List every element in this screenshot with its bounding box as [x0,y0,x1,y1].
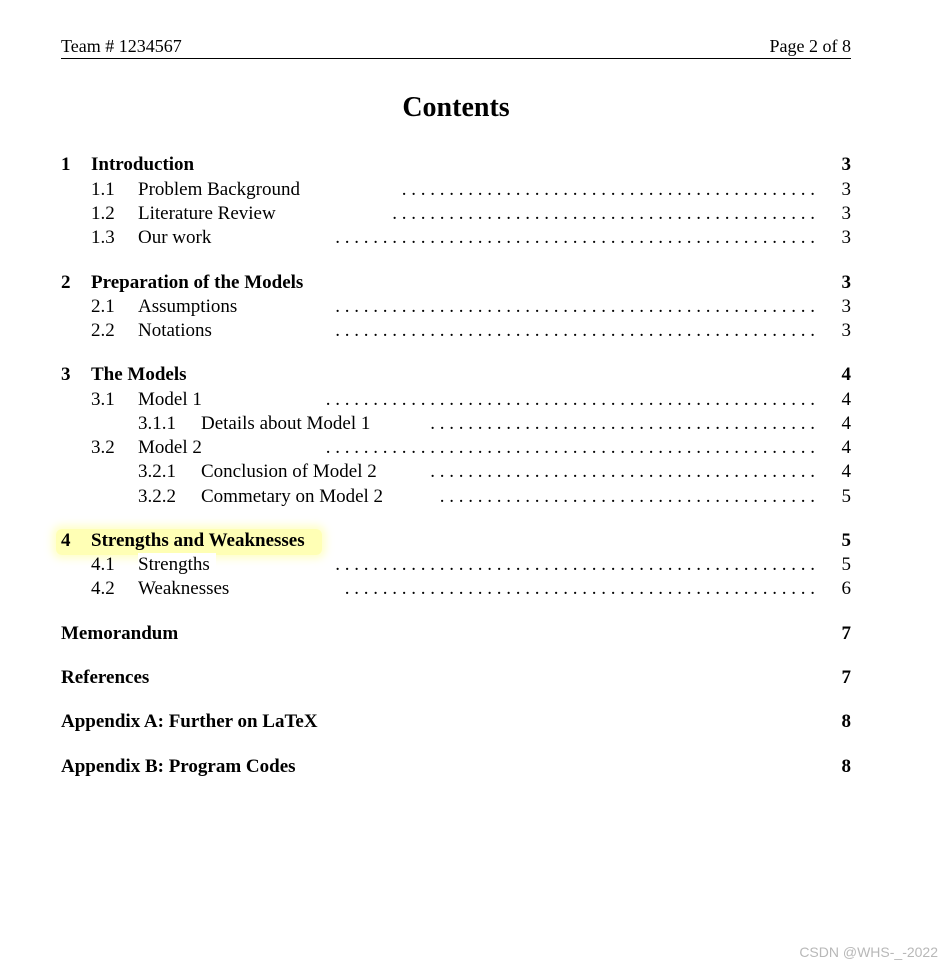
toc-page: 3 [841,203,851,224]
toc-label: Appendix A: Further on LaTeX [61,710,324,734]
toc-label: References [61,666,155,690]
toc-page: 7 [841,667,851,688]
toc-entry-commetary-model-2[interactable] [61,485,851,509]
toc-number: 4.1 [91,554,115,575]
toc-label: Assumptions [138,295,243,319]
toc-entry-references[interactable] [61,666,851,690]
dot-leader: . . . . . . . . . . . . . . . . . . . . . . . . . . . . . . . . . . . . . . . . . [430,413,815,434]
toc-entry-introduction[interactable] [61,153,851,177]
toc-label: Conclusion of Model 2 [201,460,383,484]
toc-number: 2.2 [91,320,115,341]
toc-label: Details about Model 1 [201,412,376,436]
toc-page: 5 [841,486,851,507]
toc-entry-strengths-weaknesses[interactable] [61,529,851,553]
toc-page: 3 [841,227,851,248]
toc-entry-literature-review[interactable] [61,202,851,226]
toc-page: 3 [841,296,851,317]
dot-leader: . . . . . . . . . . . . . . . . . . . . . . . . . . . . . . . . . . . . . . . . [439,486,815,507]
toc-label: Commetary on Model 2 [201,485,389,509]
toc-page: 4 [841,461,851,482]
toc-entry-weaknesses[interactable] [61,577,851,601]
toc-number: 3.1 [91,389,115,410]
toc-number: 4.2 [91,578,115,599]
toc-number: 1.3 [91,227,115,248]
toc-entry-strengths[interactable] [61,553,851,577]
toc-page: 3 [841,179,851,200]
dot-leader: . . . . . . . . . . . . . . . . . . . . . . . . . . . . . . . . . . . . . . . . . . . . . . . . . . . [335,227,815,248]
toc-page: 8 [841,711,851,732]
contents-title: Contents [402,92,510,123]
page-header [61,34,851,59]
toc-page: 3 [841,272,851,293]
toc-entry-assumptions[interactable] [61,295,851,319]
toc-label: The Models [91,363,193,387]
toc-entry-our-work[interactable] [61,226,851,250]
toc-label: Preparation of the Models [91,271,309,295]
dot-leader: . . . . . . . . . . . . . . . . . . . . . . . . . . . . . . . . . . . . . . . . . . . . . . . . . . . [335,554,815,575]
toc-label: Problem Background [138,178,306,202]
toc-entry-problem-background[interactable] [61,178,851,202]
toc-number: 3.2.1 [138,461,176,482]
toc-number: 3.1.1 [138,413,176,434]
team-number: Team # 1234567 [61,36,182,56]
toc-number: 3.2.2 [138,486,176,507]
dot-leader: . . . . . . . . . . . . . . . . . . . . . . . . . . . . . . . . . . . . . . . . . . . . . . . . . . . . [325,389,815,410]
toc-number: 3 [61,364,71,385]
toc-number: 2.1 [91,296,115,317]
toc-entry-notations[interactable] [61,319,851,343]
dot-leader: . . . . . . . . . . . . . . . . . . . . . . . . . . . . . . . . . . . . . . . . . . . . . [392,203,815,224]
toc-label: Introduction [91,153,200,177]
dot-leader: . . . . . . . . . . . . . . . . . . . . . . . . . . . . . . . . . . . . . . . . . [430,461,815,482]
toc-label: Model 2 [138,436,208,460]
toc-entry-model-2[interactable] [61,436,851,460]
toc-label: Strengths and Weaknesses [91,530,305,551]
watermark: CSDN @WHS-_-2022 [799,944,938,960]
toc-number: 2 [61,272,71,293]
toc-label: Strengths [138,553,216,577]
toc-page: 5 [841,554,851,575]
toc-number: 3.2 [91,437,115,458]
toc-label: Notations [138,319,218,343]
toc-page: 6 [841,578,851,599]
page-indicator: Page 2 of 8 [769,36,851,56]
dot-leader: . . . . . . . . . . . . . . . . . . . . . . . . . . . . . . . . . . . . . . . . . . . . . . . . . . [344,578,815,599]
toc-page: 4 [841,437,851,458]
dot-leader: . . . . . . . . . . . . . . . . . . . . . . . . . . . . . . . . . . . . . . . . . . . . . . . . . . . [335,296,815,317]
toc-page: 5 [841,530,851,551]
toc-entry-appendix-b[interactable] [61,755,851,779]
toc-label: Memorandum [61,622,184,646]
toc-entry-conclusion-model-2[interactable] [61,460,851,484]
toc-page: 7 [841,623,851,644]
toc-number: 4 [61,530,71,551]
toc-number: 1.2 [91,203,115,224]
toc-label: Weaknesses [138,577,235,601]
toc-entry-model-1[interactable] [61,388,851,412]
toc-entry-appendix-a[interactable] [61,710,851,734]
toc-number: 1.1 [91,179,115,200]
toc-entry-memorandum[interactable] [61,622,851,646]
toc-page: 8 [841,756,851,777]
toc-page: 3 [841,154,851,175]
toc-number: 1 [61,154,71,175]
toc-page: 4 [841,413,851,434]
toc-entry-preparation[interactable] [61,271,851,295]
toc-page: 3 [841,320,851,341]
toc-entry-the-models[interactable] [61,363,851,387]
toc-label: Our work [138,226,217,250]
toc-label: Literature Review [138,202,282,226]
toc-page: 4 [841,389,851,410]
dot-leader: . . . . . . . . . . . . . . . . . . . . . . . . . . . . . . . . . . . . . . . . . . . . . . . . . . . . [325,437,815,458]
dot-leader: . . . . . . . . . . . . . . . . . . . . . . . . . . . . . . . . . . . . . . . . . . . . . . . . . . . [335,320,815,341]
toc-label: Appendix B: Program Codes [61,755,302,779]
toc-page: 4 [841,364,851,385]
toc-label: Model 1 [138,388,208,412]
toc-entry-details-model-1[interactable] [61,412,851,436]
dot-leader: . . . . . . . . . . . . . . . . . . . . . . . . . . . . . . . . . . . . . . . . . . . . [401,179,815,200]
